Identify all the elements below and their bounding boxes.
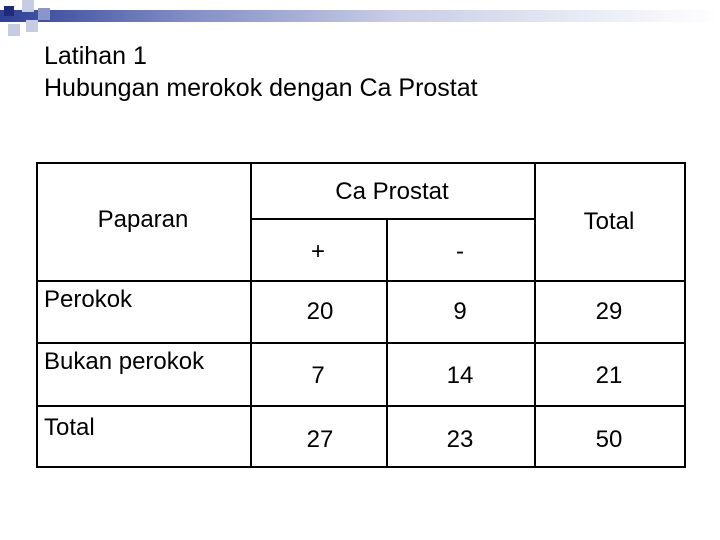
cell-value: 9	[453, 298, 467, 325]
decorative-square-icon	[22, 0, 34, 12]
cell-value: 20	[306, 298, 334, 325]
column-divider	[250, 162, 252, 468]
header-exposure: Paparan	[97, 206, 189, 233]
column-divider	[386, 218, 388, 468]
row-label-perokok: Perokok	[44, 286, 133, 313]
row-divider	[36, 405, 686, 407]
cell-value: 23	[446, 426, 474, 453]
table-border-left	[36, 162, 38, 468]
title-line-2: Hubungan merokok dengan Ca Prostat	[44, 74, 478, 102]
cell-value: 27	[306, 426, 334, 453]
decorative-square-icon	[26, 20, 38, 32]
decorative-square-icon	[8, 24, 20, 36]
header-positive: +	[310, 238, 326, 265]
title-line-1: Latihan 1	[44, 42, 147, 70]
header-total: Total	[583, 208, 635, 235]
table-border-bottom	[36, 466, 686, 468]
header-subdivider	[250, 218, 534, 220]
row-label-total: Total	[44, 414, 95, 441]
decorative-square-icon	[4, 6, 14, 16]
cell-value: 21	[595, 362, 623, 389]
column-divider	[534, 162, 536, 468]
decorative-header-band	[0, 10, 720, 22]
cell-value: 14	[446, 362, 474, 389]
header-outcome: Ca Prostat	[335, 178, 449, 205]
row-divider	[36, 342, 686, 344]
decorative-square-icon	[38, 8, 50, 20]
cell-value: 50	[595, 426, 623, 453]
slide-title	[44, 40, 478, 104]
cell-value: 7	[311, 362, 325, 389]
table-border-right	[684, 162, 686, 468]
header-negative: -	[456, 238, 464, 265]
row-label-bukan-perokok: Bukan perokok	[44, 348, 205, 375]
header-row-divider	[36, 280, 686, 282]
cell-value: 29	[595, 298, 623, 325]
table-border-top	[36, 162, 686, 164]
